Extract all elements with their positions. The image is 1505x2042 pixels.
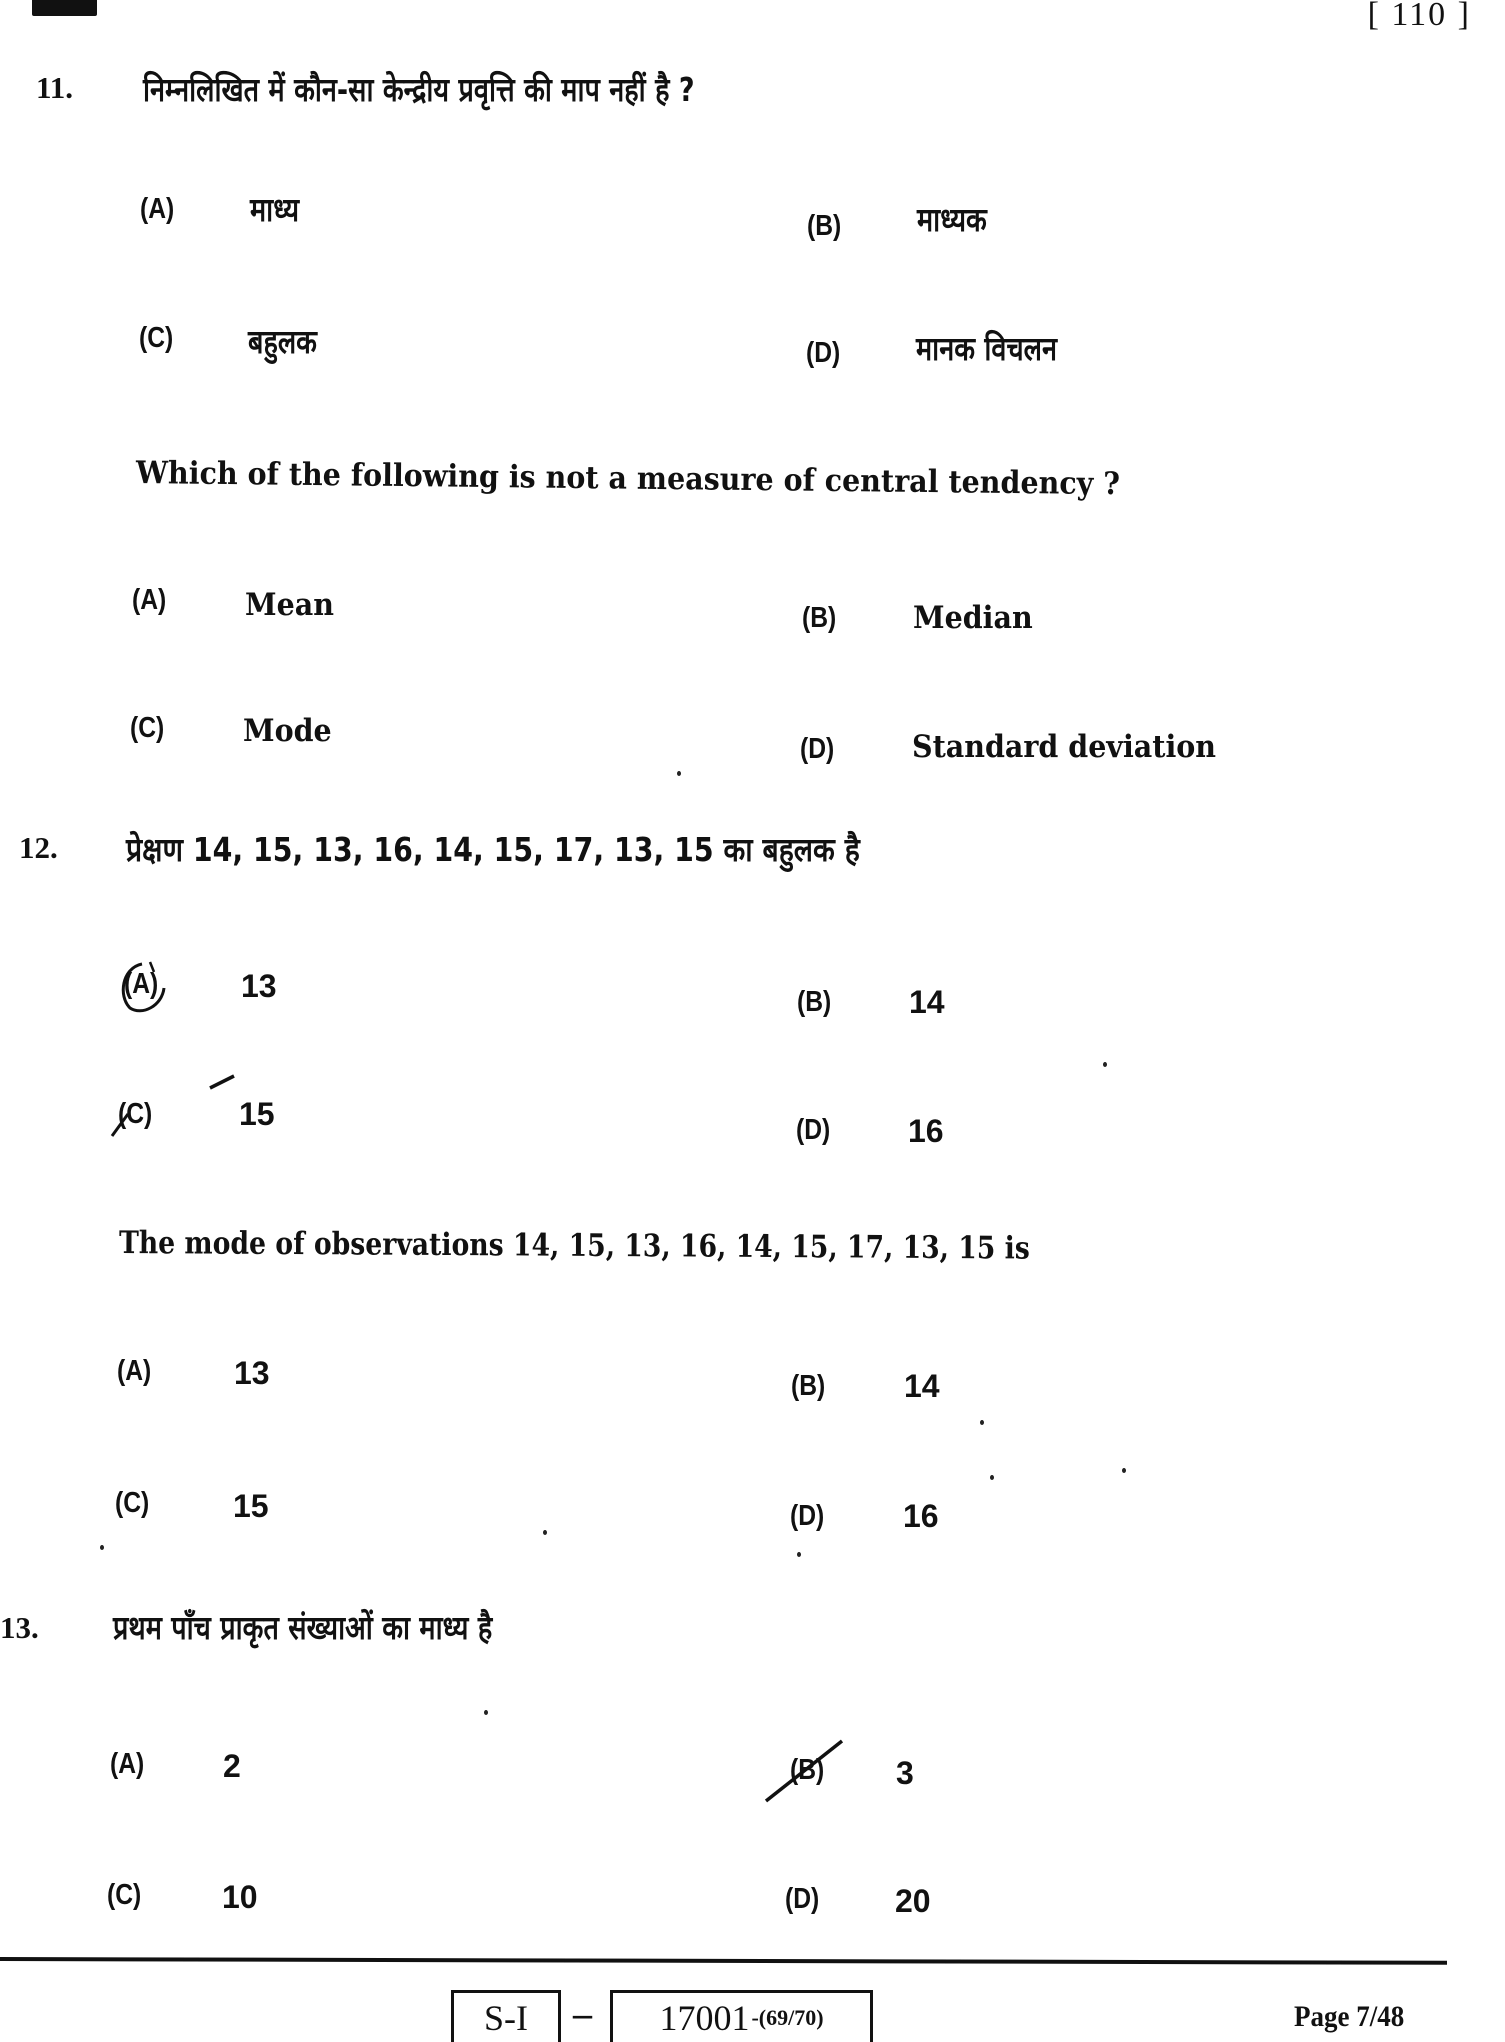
question-number: 11. [36,70,74,105]
option-label: (D) [790,1500,825,1532]
scan-speck [1122,1468,1126,1473]
option-label: (A) [110,1748,145,1780]
series-code-box [451,1990,561,2042]
option-label: (D) [800,733,835,765]
option-label: (C) [139,322,174,354]
option-label: (A) [140,193,175,225]
option-label: (B) [797,986,832,1018]
option-text: माध्यक [917,200,987,239]
option-text: 3 [896,1755,914,1791]
series-code: S-I [484,1997,528,2038]
option-text: 13 [234,1355,270,1391]
option-label: (B) [802,602,837,634]
option-label: (B) [791,1370,826,1402]
option-text: Standard deviation [912,729,1217,765]
page-number: Page 7/48 [1294,2000,1405,2033]
option-label: (A) [132,584,167,616]
option-label: (A) [117,1355,152,1387]
question-text-english: The mode of observations 14, 15, 13, 16, 14, 15, 17, 13, 15 is [118,1225,1030,1267]
option-text: 15 [239,1096,275,1132]
option-label: (D) [806,337,841,369]
scan-speck [1103,1062,1107,1067]
option-text: 20 [895,1883,931,1919]
option-label: (C) [130,712,165,744]
question-text-hindi: प्रथम पाँच प्राकृत संख्याओं का माध्य है [113,1608,493,1647]
option-label: (B) [790,1754,825,1786]
question-text-hindi: निम्नलिखित में कौन-सा केन्द्रीय प्रवृत्ति की माप नहीं है ? [143,70,695,109]
scan-speck [484,1710,488,1715]
option-text: 14 [909,984,945,1020]
question-number: 13. [0,1610,39,1645]
question-text-hindi: प्रेक्षण 14, 15, 13, 16, 14, 15, 17, 13, 15 का बहुलक है [126,830,860,869]
option-text: 13 [241,968,277,1004]
option-text: Mode [243,713,332,749]
page-code: [ 110 ] [1367,0,1471,33]
option-text: Median [913,600,1033,636]
option-text: 2 [223,1748,241,1784]
paper-code-suffix: -(69/70) [751,2004,824,2030]
handwritten-tick-mark-icon [204,1070,244,1094]
footer-dash: – [573,1993,592,2035]
option-label: (D) [796,1114,831,1146]
option-text: Mean [245,587,334,623]
paper-code-box [610,1990,873,2042]
scan-speck [990,1475,994,1480]
option-text: 16 [903,1498,939,1534]
scan-speck [677,771,681,776]
question-text-english: Which of the following is not a measure of central tendency ? [135,455,1121,503]
option-label: (A) [124,968,159,1000]
option-text: 16 [908,1113,944,1149]
option-text: 14 [904,1368,940,1404]
paper-code: 17001 [659,1997,750,2038]
option-text: 15 [233,1488,269,1524]
scan-speck [980,1420,984,1425]
footer-divider [0,1957,1447,1965]
scan-speck [543,1530,547,1535]
option-label: (C) [107,1879,142,1911]
corner-registration-mark [32,0,97,16]
option-text: मानक विचलन [916,329,1058,368]
option-text: बहुलक [248,322,317,361]
option-label: (C) [118,1098,153,1130]
scan-speck [797,1552,801,1557]
option-label: (C) [115,1487,150,1519]
option-label: (B) [807,210,842,242]
option-label: (D) [785,1883,820,1915]
option-text: माध्य [250,190,300,229]
question-number: 12. [19,830,58,865]
scan-speck [100,1545,104,1550]
option-text: 10 [222,1879,258,1915]
